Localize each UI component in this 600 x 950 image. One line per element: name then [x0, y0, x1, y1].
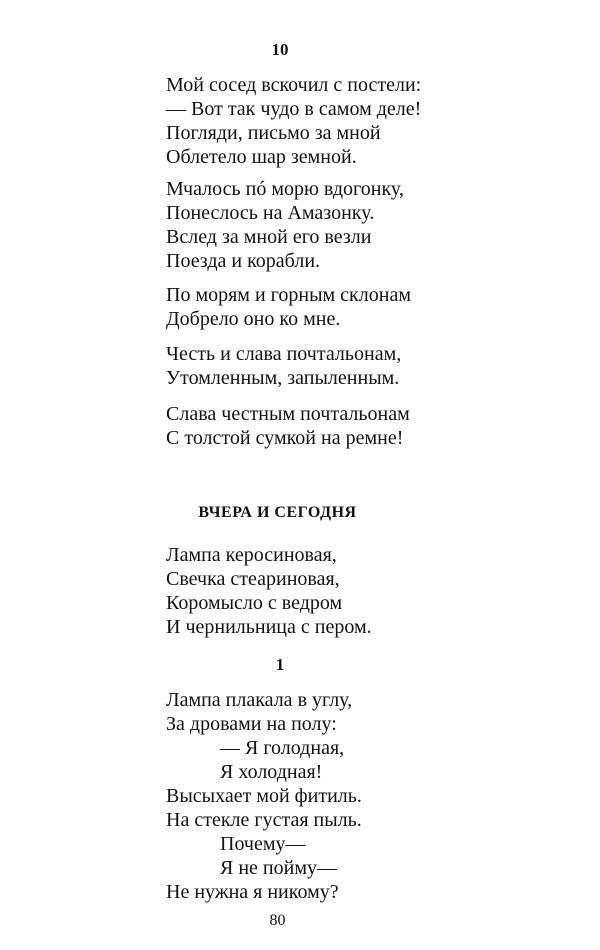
verse-line: Понеслось на Амазонку.: [166, 202, 375, 224]
verse-line: Коромысло с ведром: [166, 592, 343, 614]
verse-line: Свечка стеариновая,: [166, 568, 340, 590]
section-number-10: 10: [271, 40, 289, 59]
verse-line: Почему—: [220, 833, 306, 855]
verse-line: — Я голодная,: [220, 737, 345, 759]
verse-line: Лампа плакала в углу,: [166, 689, 353, 711]
stanza-4: [166, 342, 401, 390]
stanza-2: [166, 177, 404, 273]
verse-line: На стекле густая пыль.: [166, 809, 362, 831]
verse-line: Утомленным, запыленным.: [166, 367, 400, 389]
stanza-5: [166, 402, 410, 450]
verse-line: Мой сосед вскочил с постели:: [166, 74, 422, 96]
verse-line: Мчалось пó морю вдогонку,: [166, 178, 404, 200]
verse-line: Лампа керосиновая,: [166, 544, 337, 566]
verse-line: — Вот так чудо в самом деле!: [166, 98, 422, 120]
section-1-verse: [166, 688, 362, 904]
stanza-3: [166, 283, 411, 331]
stanza-1: [166, 73, 421, 169]
verse-line: Поезда и корабли.: [166, 250, 321, 272]
page-number: 80: [269, 912, 286, 929]
verse-line: Честь и слава почтальонам,: [166, 343, 402, 365]
verse-line: Не нужна я никому?: [166, 881, 339, 903]
verse-line: По морям и горным склонам: [166, 284, 411, 306]
verse-line: Облетело шар земной.: [166, 146, 357, 168]
poem-epigraph: [166, 543, 372, 639]
verse-line: Добрело оно ко мне.: [166, 308, 341, 330]
poem-title: ВЧЕРА И СЕГОДНЯ: [198, 504, 357, 521]
section-number-1: 1: [275, 655, 285, 674]
verse-line: За дровами на полу:: [166, 713, 337, 735]
verse-line: Слава честным почтальонам: [166, 403, 410, 425]
verse-line: Погляди, письмо за мной: [166, 122, 381, 144]
verse-line: С толстой сумкой на ремне!: [166, 427, 404, 449]
verse-line: Я не пойму—: [220, 857, 337, 879]
verse-line: Я холодная!: [220, 761, 323, 783]
verse-line: И чернильница с пером.: [166, 616, 372, 638]
verse-line: Вслед за мной его везли: [166, 226, 372, 248]
verse-line: Высыхает мой фитиль.: [166, 785, 362, 807]
